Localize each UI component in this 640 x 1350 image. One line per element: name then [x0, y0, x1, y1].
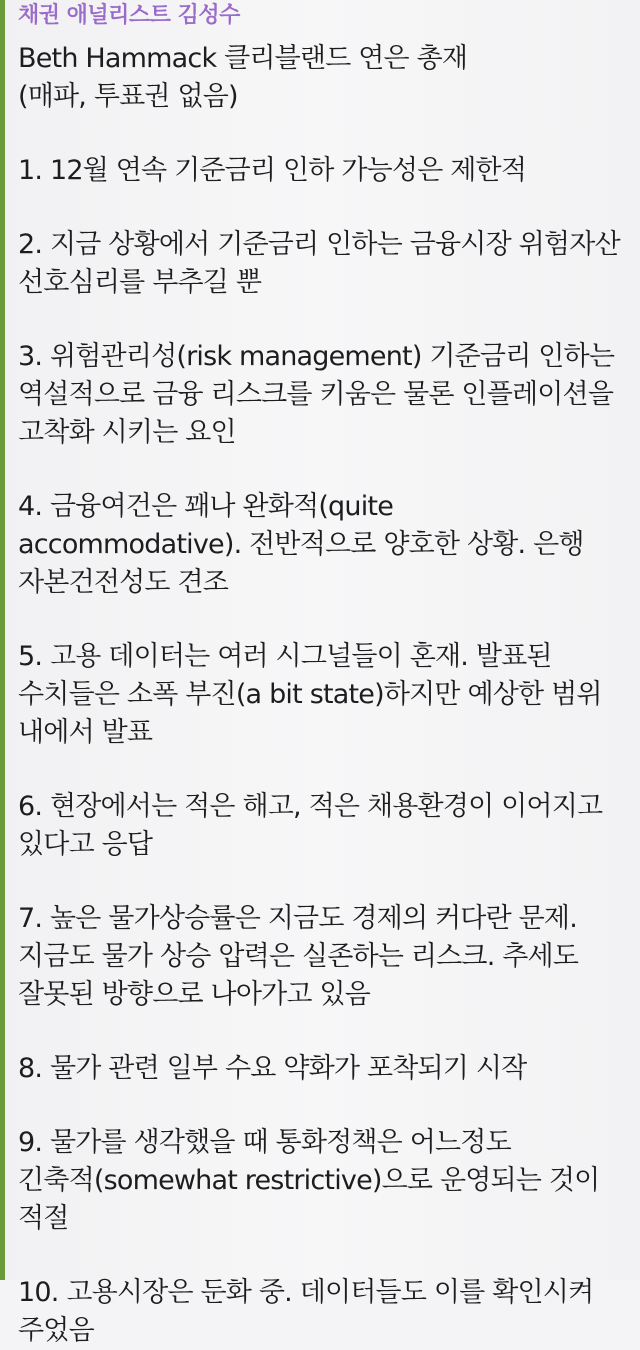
message-bubble[interactable]: [18, 0, 634, 1350]
message-item-1: 1. 12월 연속 기준금리 인하 가능성은 제한적: [18, 155, 527, 186]
message-title: Beth Hammack 클리블랜드 연은 총재: [18, 43, 468, 74]
message-accent-bar: [0, 0, 5, 1280]
message-item-4: 4. 금융여건은 꽤나 완화적(quite accommodative). 전반적으로 양호한 상황. 은행 자본건전성도 견조: [18, 491, 584, 598]
sender-name[interactable]: 채권 애널리스트 김성수: [18, 3, 240, 28]
message-item-2: 2. 지금 상황에서 기준금리 인하는 금융시장 위험자산 선호심리를 부추길 뿐: [18, 229, 620, 298]
message-item-8: 8. 물가 관련 일부 수요 약화가 포착되기 시작: [18, 1053, 527, 1084]
message-item-6: 6. 현장에서는 적은 해고, 적은 채용환경이 이어지고 있다고 응답: [18, 791, 603, 860]
message-item-7: 7. 높은 물가상승률은 지금도 경제의 커다란 문제. 지금도 물가 상승 압력은 실존하는 리스크. 추세도 잘못된 방향으로 나아가고 있음: [18, 903, 579, 1010]
message-item-10: 10. 고용시장은 둔화 중. 데이터들도 이를 확인시켜 주었음: [18, 1277, 594, 1346]
message-item-9: 9. 물가를 생각했을 때 통화정책은 어느정도 긴축적(somewhat restrictive)으로 운영되는 것이 적절: [18, 1127, 600, 1234]
message-subtitle: (매파, 투표권 없음): [18, 81, 238, 112]
message-item-3: 3. 위험관리성(risk management) 기준금리 인하는 역설적으로 금융 리스크를 키움은 물론 인플레이션을 고착화 시키는 요인: [18, 341, 615, 448]
message-item-5: 5. 고용 데이터는 여러 시그널들이 혼재. 발표된 수치들은 소폭 부진(a bit state)하지만 예상한 범위 내에서 발표: [18, 641, 602, 748]
